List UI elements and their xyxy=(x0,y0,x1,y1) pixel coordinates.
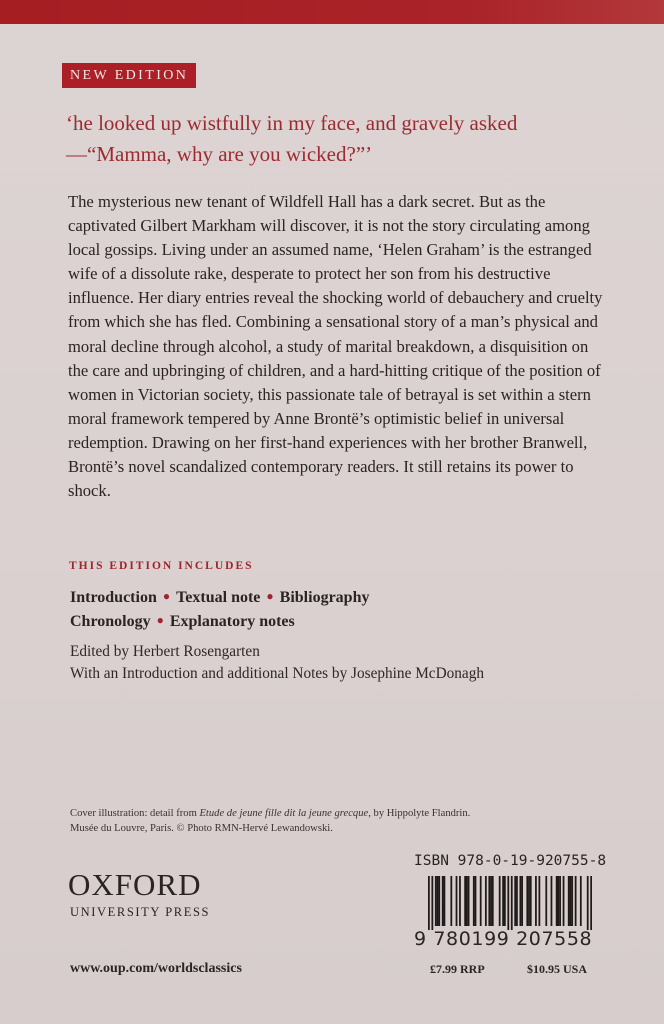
cover-illustration-credit xyxy=(70,806,590,836)
publisher-url[interactable]: www.oup.com/worldsclassics xyxy=(70,961,242,976)
price-usd: $10.95 USA xyxy=(527,962,588,976)
barcode-bar xyxy=(437,876,439,926)
barcode-bar xyxy=(438,876,440,926)
barcode-bar xyxy=(464,876,466,926)
credit-line-1 xyxy=(70,806,590,821)
barcode-bar xyxy=(575,876,577,926)
barcode-bar xyxy=(444,876,446,926)
barcode-bar xyxy=(511,876,513,930)
barcode-bar xyxy=(538,876,540,926)
barcode-bar xyxy=(521,876,523,926)
barcode-bar xyxy=(502,876,504,926)
pull-quote: ‘he looked up wistfully in my face, and gravely asked—“Mamma, why are you wicked?”’ xyxy=(66,111,518,166)
barcode-bar xyxy=(504,876,506,926)
barcode-bar xyxy=(442,876,444,926)
barcode-bar xyxy=(568,876,570,926)
barcode-bar xyxy=(507,876,509,930)
bullet-icon: ● xyxy=(266,589,274,603)
barcode-bar xyxy=(473,876,475,926)
editors-credit xyxy=(70,641,590,685)
barcode-bar xyxy=(556,876,558,926)
credit-suffix: , by Hippolyte Flandrin. xyxy=(368,808,471,819)
barcode-bar xyxy=(431,876,433,930)
credit-line-2: Musée du Louvre, Paris. © Photo RMN-Hervé Lewandowski. xyxy=(70,823,333,834)
includes-list xyxy=(70,585,550,633)
includes-item: Explanatory notes xyxy=(169,613,295,630)
publisher-logo-oxford: OXFORD xyxy=(68,867,202,902)
new-edition-badge: NEW EDITION xyxy=(62,63,196,88)
barcode-bar xyxy=(563,876,565,926)
includes-line-1 xyxy=(70,585,550,609)
barcode-bar xyxy=(492,876,494,926)
bullet-icon: ● xyxy=(156,613,164,627)
includes-heading: THIS EDITION INCLUDES xyxy=(69,560,254,572)
barcode-bar xyxy=(466,876,468,926)
barcode-digits: 9 780199 207558 xyxy=(414,928,593,950)
price-gbp: £7.99 RRP xyxy=(430,962,485,976)
barcode-bar xyxy=(459,876,461,926)
publisher-logo-subtitle: UNIVERSITY PRESS xyxy=(70,905,211,919)
barcode-bar xyxy=(570,876,572,926)
barcode-bar xyxy=(551,876,553,926)
barcode-bar xyxy=(571,876,573,926)
barcode-bar xyxy=(428,876,430,930)
barcode-bar xyxy=(587,876,589,930)
barcode-bar xyxy=(557,876,559,926)
includes-line-2 xyxy=(70,609,550,633)
edited-by: Edited by Herbert Rosengarten xyxy=(70,643,260,660)
includes-item: Introduction xyxy=(70,589,157,606)
barcode-bar xyxy=(530,876,532,926)
introduction-by: With an Introduction and additional Notes by Josephine McDonagh xyxy=(70,665,485,682)
includes-item: Chronology xyxy=(70,613,151,630)
barcode-bar xyxy=(485,876,487,926)
barcode-bar xyxy=(488,876,490,926)
barcode-bar xyxy=(475,876,477,926)
isbn-label: ISBN 978-0-19-920755-8 xyxy=(414,853,607,869)
blurb-text: The mysterious new tenant of Wildfell Hall has a dark secret. But as the captivated Gilbert Markham will discover, it is not the story circulating among local gossips. Living under an assumed name, ‘Helen Graham’ is the estranged wife of a dissolute rake, desperate to protect her son from his destructive influence. Her diary entries reveal the shocking world of debauchery and cruelty from which she has fled. Combining a sensational story of a man’s physical and moral decline through alcohol, a study of marital breakdown, a disquisition on the care and upbringing of children, and a hard-hitting critique of the position of women in Victorian society, this passionate tale of betrayal is set within a stern moral framework tempered by Anne Brontë’s optimistic belief in universal redemption. Drawing on her first-hand experiences with her brother Branwell, Brontë’s novel scandalized contemporary readers. It still retains its power to shock. xyxy=(68,192,603,501)
includes-item: Bibliography xyxy=(279,589,370,606)
includes-item: Textual note xyxy=(176,589,261,606)
barcode-bar xyxy=(528,876,530,926)
barcode-bar xyxy=(468,876,470,926)
barcode-bar xyxy=(435,876,437,926)
barcode-bar xyxy=(559,876,561,926)
bullet-icon: ● xyxy=(162,589,171,603)
barcode-bar xyxy=(490,876,492,926)
barcode-bar xyxy=(514,876,516,926)
artwork-title: Etude de jeune fille dit la jeune grecque xyxy=(199,808,369,819)
barcode-bar xyxy=(499,876,501,926)
barcode-bar xyxy=(480,876,482,926)
barcode-bar xyxy=(580,876,582,926)
barcode xyxy=(428,876,592,930)
barcode-bar xyxy=(516,876,518,926)
barcode-bar xyxy=(590,876,592,930)
barcode-bar xyxy=(535,876,537,926)
barcode-bar xyxy=(519,876,521,926)
barcode-bar xyxy=(545,876,547,926)
barcode-bar xyxy=(450,876,452,926)
barcode-bar xyxy=(456,876,458,926)
barcode-bar xyxy=(526,876,528,926)
credit-prefix: Cover illustration: detail from xyxy=(70,808,200,819)
top-red-band xyxy=(0,0,664,24)
